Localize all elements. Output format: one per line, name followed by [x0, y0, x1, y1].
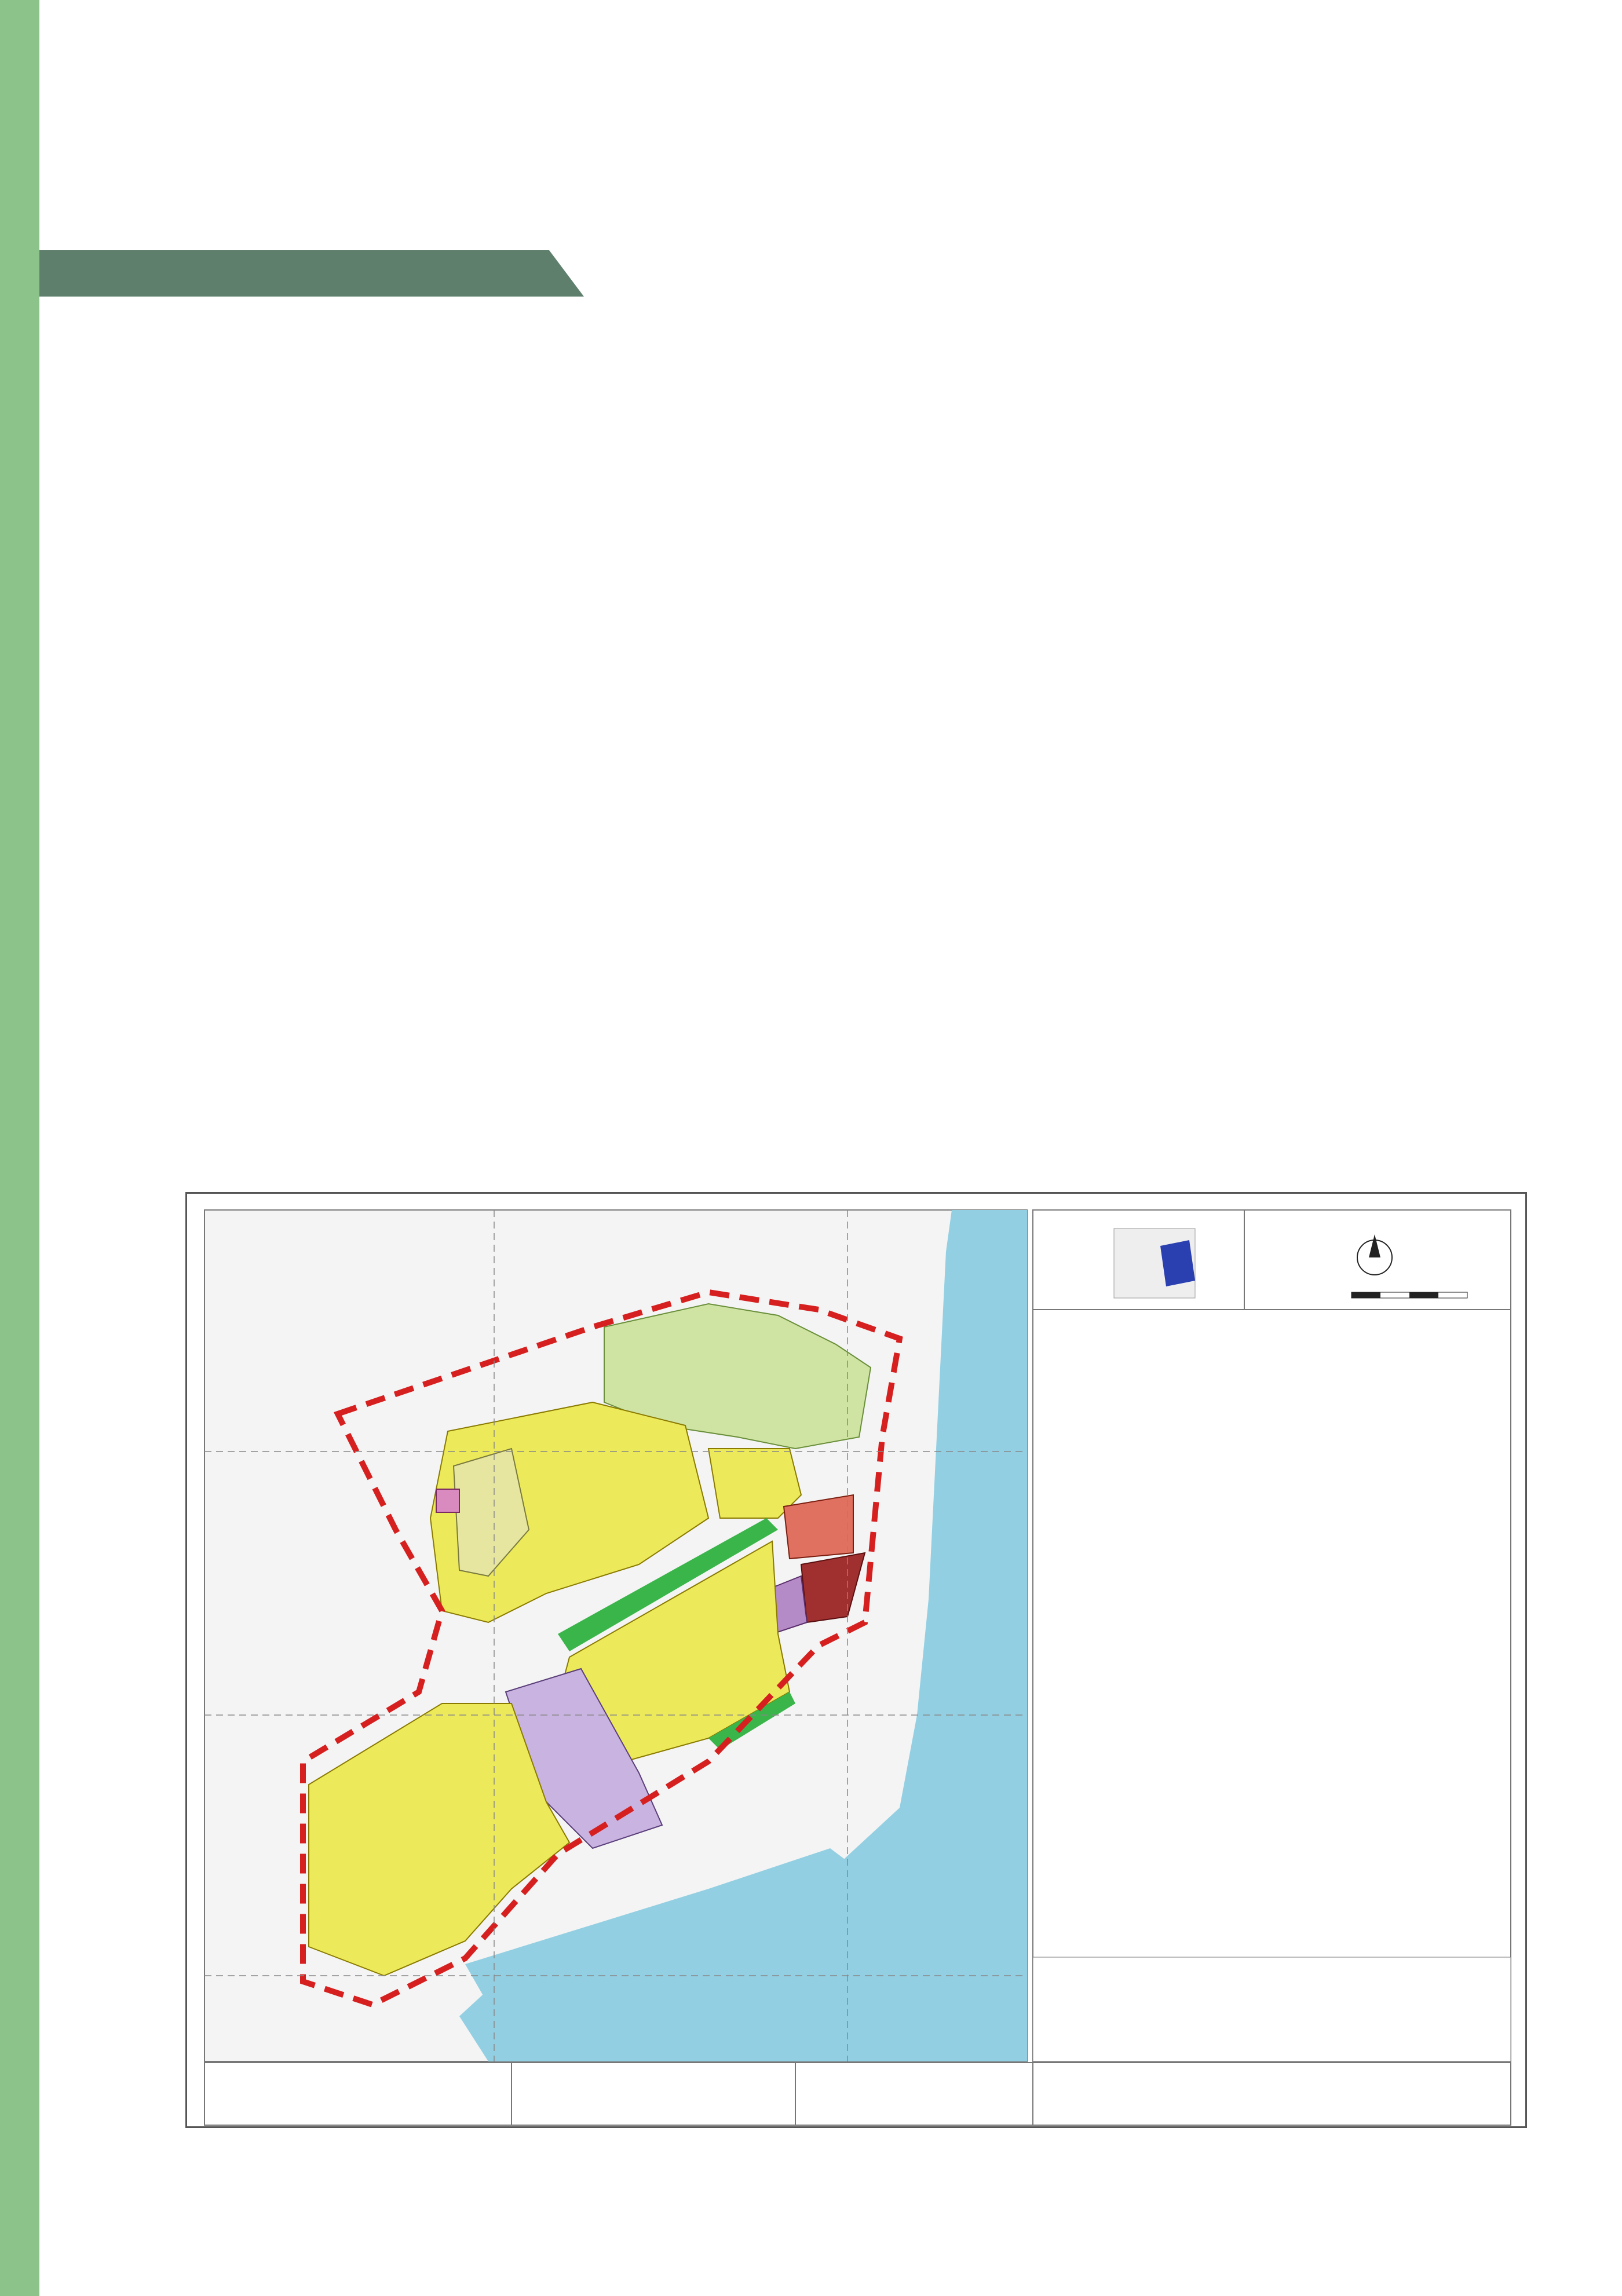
block-0902	[436, 1489, 459, 1512]
location-marker	[1160, 1240, 1195, 1286]
plan-map	[187, 1194, 1525, 2126]
section-band	[39, 250, 584, 297]
side-panel	[1033, 1210, 1511, 2061]
plan-drawing	[185, 1192, 1527, 2128]
side-bar	[0, 0, 39, 2296]
block-0910	[784, 1495, 853, 1559]
